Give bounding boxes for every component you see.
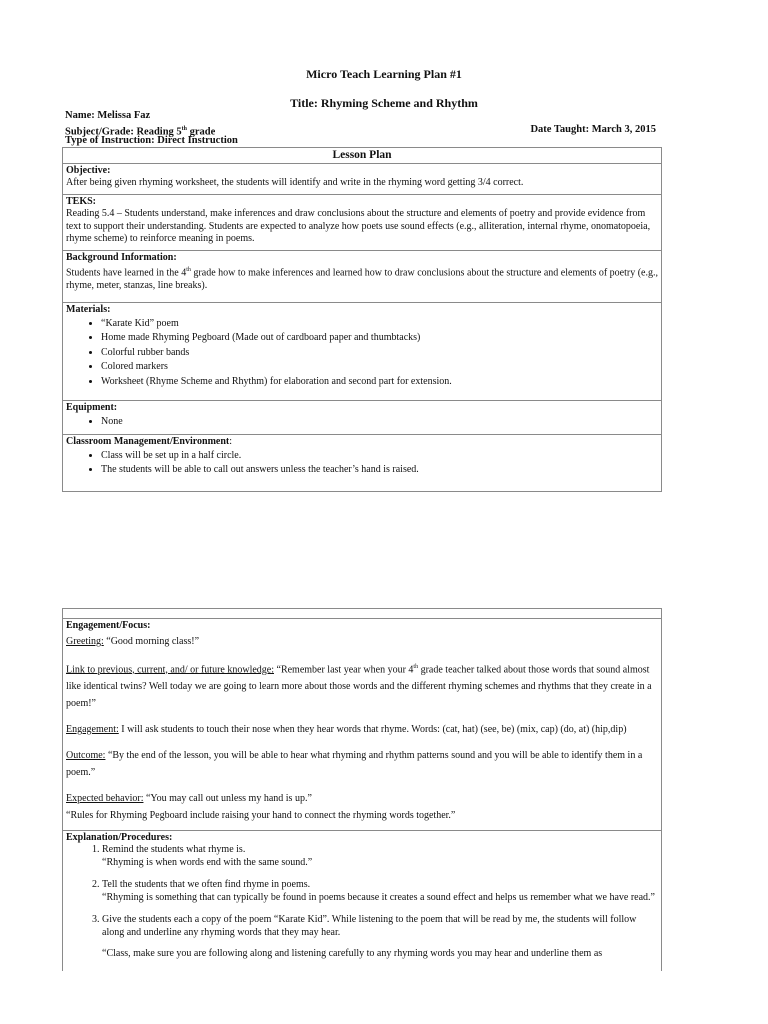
outcome-line: Outcome: “By the end of the lesson, you will be able to hear what rhyming and rhythm patterns sound and you will be able to identify them in a poem.”	[66, 749, 643, 778]
blank-row	[63, 609, 662, 619]
objective-section	[63, 163, 662, 194]
list-item: 1. Remind the students what rhyme is. “Rhyming is when words end with the same sound.”	[102, 844, 658, 869]
materials-section	[63, 303, 662, 401]
list-item: • The students will be able to call out answers unless the teacher’s hand is raised.	[101, 464, 658, 477]
teks-text: Reading 5.4 – Students understand, make inferences and draw conclusions about the structure and elements of poetry and provide evidence from text to support their understanding. Students are expected to analyze how poets use sound effects (e.g., alliteration, internal rhyme, onomatopoeia, rhyme scheme) to reinforce meaning in poems.	[66, 208, 651, 244]
objective-text: After being given rhyming worksheet, the students will identify and write in the rhyming word getting 3/4 correct.	[66, 177, 524, 188]
classroom-title: Classroom Management/Environment:	[66, 436, 233, 448]
procedures-table	[62, 608, 662, 971]
teks-section	[63, 194, 662, 250]
subject-grade: Subject/Grade: Reading 5th grade	[65, 126, 216, 138]
procedures-list	[66, 844, 658, 961]
teks-title: TEKS:	[66, 195, 97, 207]
list-item: • Home made Rhyming Pegboard (Made out of cardboard paper and thumbtacks)	[101, 332, 658, 345]
background-section	[63, 250, 662, 303]
lesson-plan-header: Lesson Plan	[63, 148, 662, 164]
objective-title: Objective:	[66, 164, 111, 176]
list-item: 2. Tell the students that we often find rhyme in poems. “Rhyming is something that can typically be found in poems because it creates a sound effect and helps us remember what we have read.”	[102, 879, 658, 904]
background-title: Background Information:	[66, 251, 177, 263]
pegboard-rules-line: “Rules for Rhyming Pegboard include raising your hand to connect the rhyming words together.”	[66, 809, 456, 821]
equipment-list	[66, 416, 658, 429]
list-item: • Class will be set up in a half circle.	[101, 450, 658, 463]
date-taught: Date Taught: March 3, 2015	[530, 124, 656, 135]
list-item: • None	[101, 416, 658, 429]
list-item: 3. Give the students each a copy of the poem “Karate Kid”. While listening to the poem that will be read by me, the students will follow along and underline any rhyming words that they may hear. “Class, make sure you are following along and listening carefully to any rhyming words you may hear and underline them as	[102, 914, 658, 961]
behavior-line: Expected behavior: “You may call out unless my hand is up.”	[66, 792, 312, 804]
lesson-plan-table	[62, 147, 662, 492]
instruction-type: Type of Instruction: Direct Instruction	[65, 135, 238, 146]
document-title: Micro Teach Learning Plan #1	[306, 67, 462, 81]
materials-title: Materials:	[66, 304, 111, 316]
list-item: • Colorful rubber bands	[101, 347, 658, 360]
procedures-section	[63, 830, 662, 971]
classroom-section	[63, 435, 662, 492]
materials-list	[66, 318, 658, 389]
background-text: Students have learned in the 4th grade how to make inferences and learned how to draw conclusions about the structure and elements of poetry (e.g., rhyme, meter, stanzas, line breaks).	[66, 267, 658, 291]
teacher-name: Name: Melissa Faz	[65, 110, 151, 121]
procedures-title: Explanation/Procedures:	[66, 831, 173, 843]
equipment-section	[63, 401, 662, 435]
greeting-line: Greeting: “Good morning class!”	[66, 635, 200, 647]
engagement-line: Engagement: I will ask students to touch their nose when they hear words that rhyme. Words: (cat, hat) (see, be) (mix, cap) (do, at) (hip,dip)	[66, 723, 627, 735]
list-item: • “Karate Kid” poem	[101, 318, 658, 331]
classroom-list	[66, 450, 658, 477]
list-item: • Colored markers	[101, 361, 658, 374]
link-knowledge-line: Link to previous, current, and/ or future knowledge: “Remember last year when your 4th grade teacher talked about those words that sound almost like identical twins? Well today we are going to learn more about those words and the different rhyming schemes and rhythms that they create in a poem!”	[66, 663, 652, 709]
list-item: • Worksheet (Rhyme Scheme and Rhythm) for elaboration and second part for extension.	[101, 376, 658, 389]
lesson-title: Title: Rhyming Scheme and Rhythm	[290, 96, 478, 110]
equipment-title: Equipment:	[66, 402, 118, 414]
engagement-section	[63, 619, 662, 831]
engagement-title: Engagement/Focus:	[66, 620, 151, 631]
